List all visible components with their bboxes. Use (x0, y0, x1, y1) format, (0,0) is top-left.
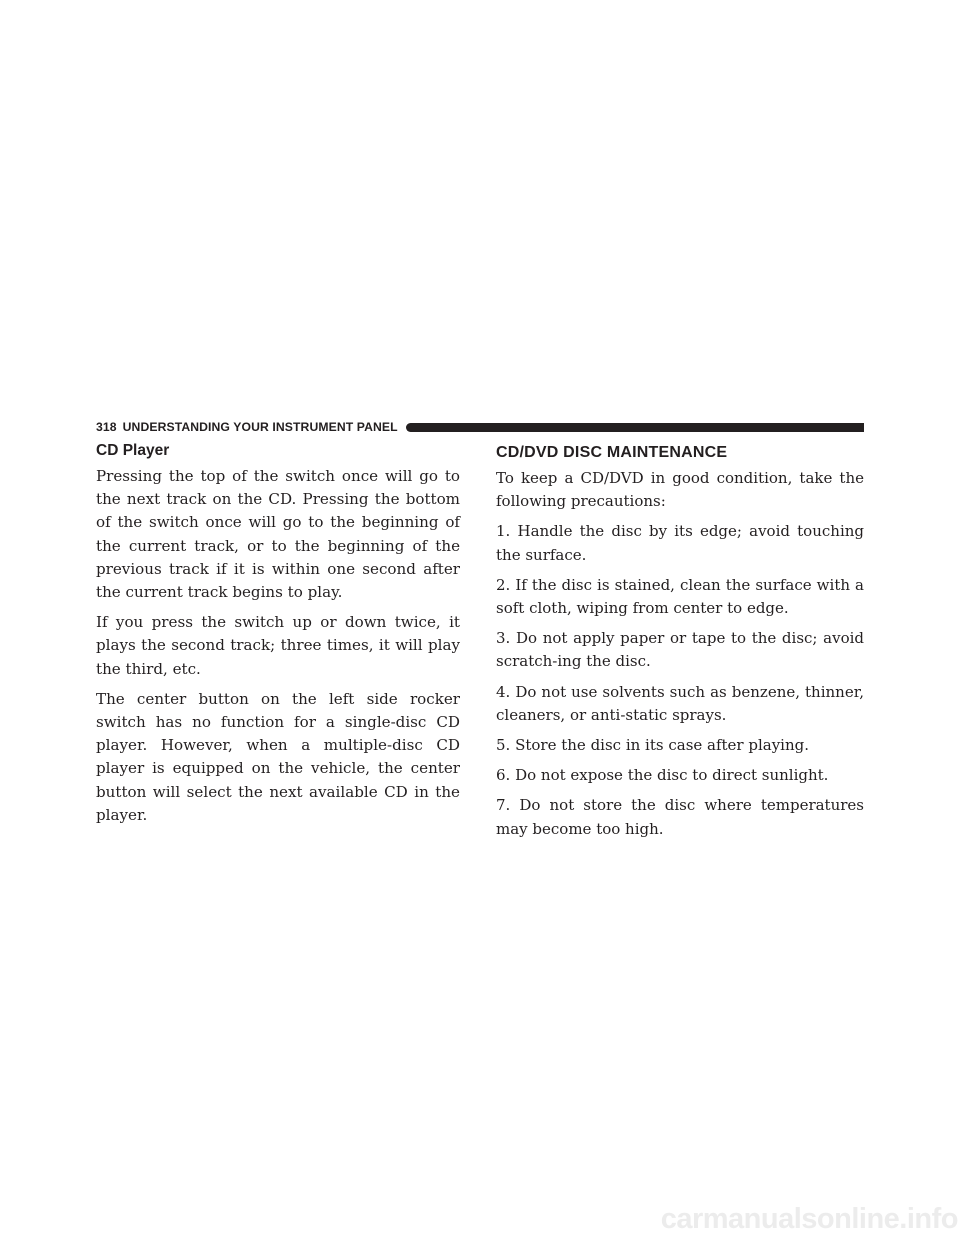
watermark: carmanualsonline.info (660, 1203, 958, 1235)
right-column (496, 441, 864, 848)
list-item: 1. Handle the disc by its edge; avoid touching the surface. (496, 522, 864, 564)
list-item: 2. If the disc is stained, clean the surface with a soft cloth, wiping from center to edge. (496, 575, 864, 618)
section-title: UNDERSTANDING YOUR INSTRUMENT PANEL (122, 420, 398, 434)
paragraph: If you press the switch up or down twice, it plays the second track; three times, it will play the third, etc. (96, 613, 460, 678)
paragraph: Pressing the top of the switch once will go to the next track on the CD. Pressing the bottom of the switch once will go to the beginning of the current track, or to the beginning of the previous track if it is within one second after the current track begins to play. (96, 467, 460, 602)
cd-player-heading: CD Player (96, 442, 170, 459)
list-item: 6. Do not expose the disc to direct sunlight. (496, 766, 829, 785)
list-item: 7. Do not store the disc where temperatures may become too high. (496, 796, 864, 838)
list-item: 4. Do not use solvents such as benzene, thinner, cleaners, or anti-static sprays. (496, 682, 864, 724)
left-column (96, 441, 460, 834)
page-number: 318 (96, 420, 117, 434)
paragraph: The center button on the left side rocker switch has no function for a single-disc CD player. However, when a multiple-disc CD player is equipped on the vehicle, the center button will select the next available CD in the player. (96, 689, 460, 824)
paragraph: To keep a CD/DVD in good condition, take the following precautions: (496, 469, 864, 511)
header-rule (406, 423, 864, 432)
list-item: 5. Store the disc in its case after playing. (496, 736, 810, 755)
running-header (96, 419, 864, 435)
disc-maintenance-heading: CD/DVD DISC MAINTENANCE (496, 444, 728, 461)
list-item: 3. Do not apply paper or tape to the disc; avoid scratch-ing the disc. (496, 629, 864, 671)
